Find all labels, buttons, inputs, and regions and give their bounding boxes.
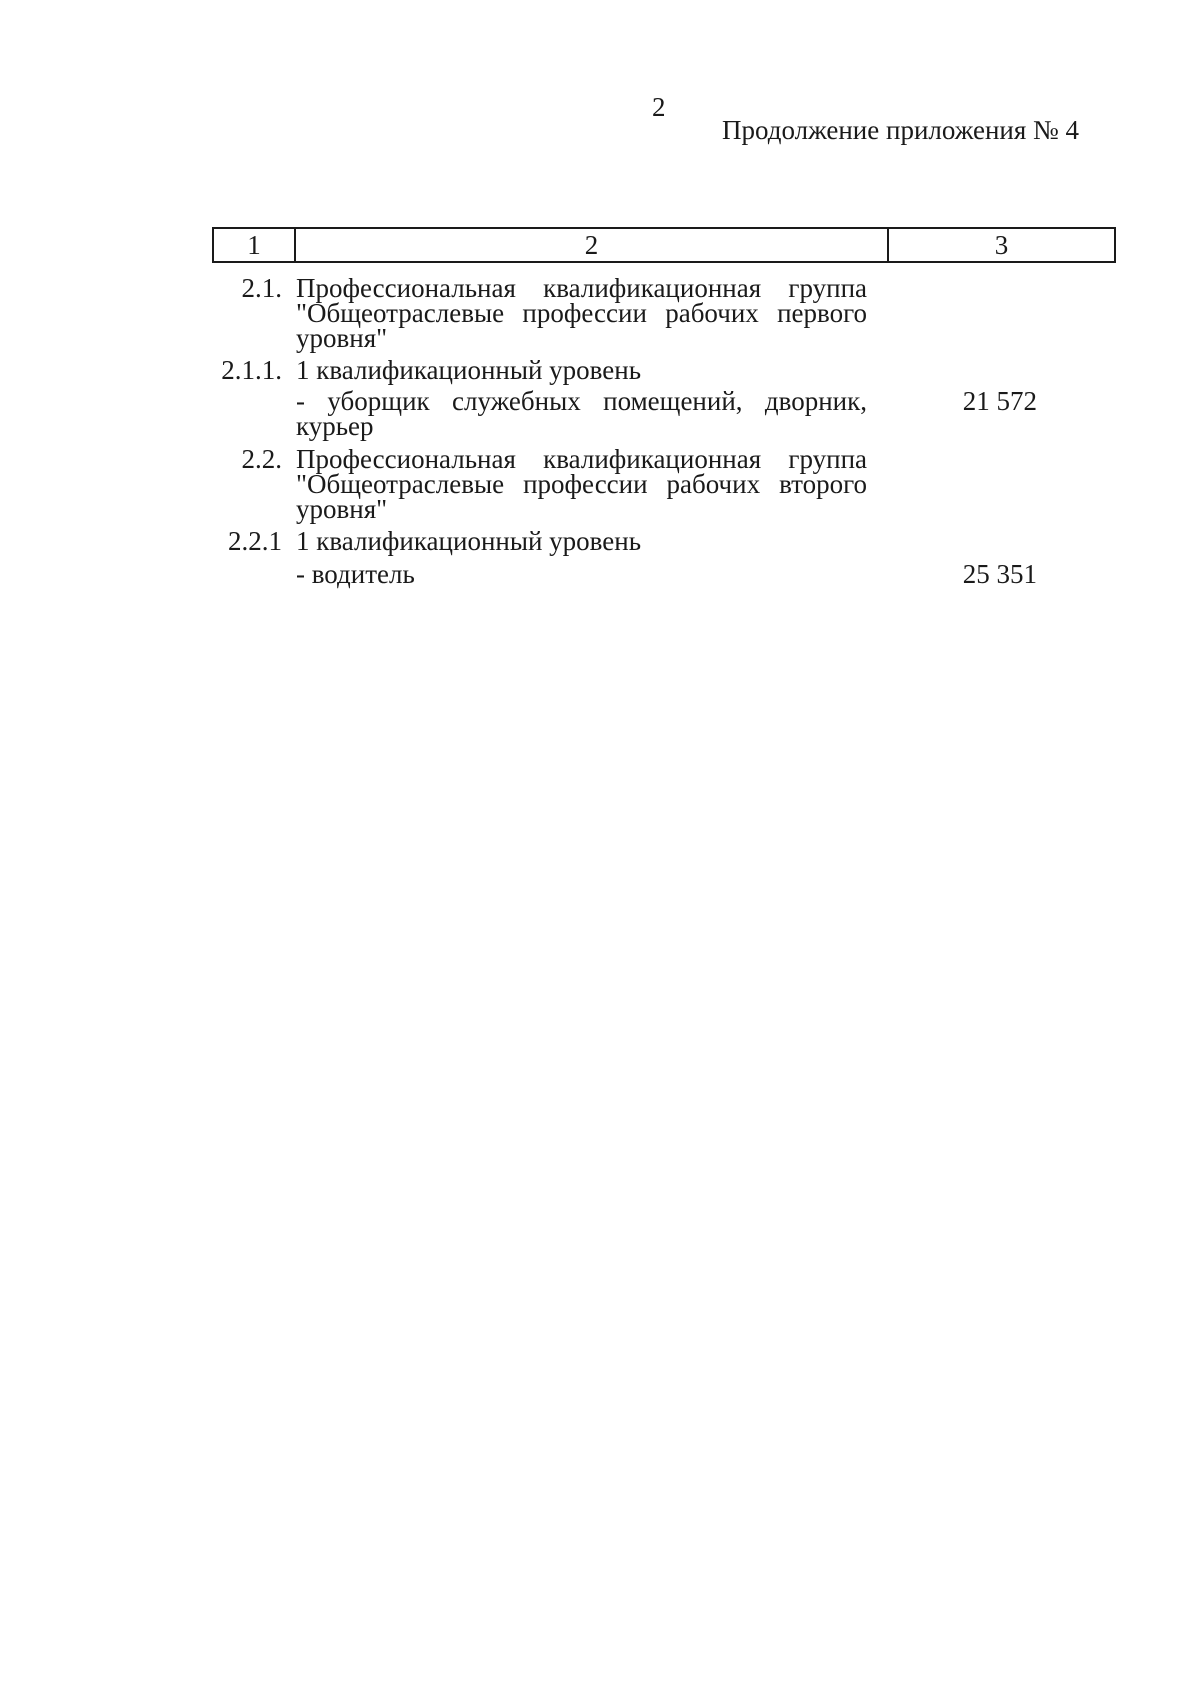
row-value: 25 351 — [962, 559, 1037, 589]
table-row — [212, 444, 1116, 524]
row-description: 1 квалификационный уровень — [296, 355, 642, 385]
row-description: - уборщик служебных помещений, дворник, курьер — [296, 386, 867, 441]
column-header-2: 2 — [296, 229, 889, 261]
row-description: - водитель — [296, 559, 415, 589]
table-row — [212, 355, 1116, 385]
row-description: Профессиональная квалификационная группа "Общеотраслевые профессии рабочих первого уровня" — [296, 273, 867, 353]
page-number: 2 — [652, 92, 666, 122]
table-header-row — [212, 227, 1116, 263]
column-header-3: 3 — [994, 229, 1009, 260]
table-body — [212, 273, 1116, 589]
table-row — [212, 273, 1116, 353]
table-row — [212, 526, 1116, 556]
row-description: Профессиональная квалификационная группа "Общеотраслевые профессии рабочих второго уровня" — [296, 444, 867, 524]
column-header-1: 1 — [214, 229, 296, 261]
table-row — [212, 559, 1116, 589]
appendix-title: Продолжение приложения № 4 — [722, 115, 1080, 145]
table-row — [212, 386, 1116, 441]
row-description: 1 квалификационный уровень — [296, 526, 642, 556]
row-number: 2.1. — [241, 273, 282, 303]
row-number: 2.2.1 — [228, 526, 282, 556]
row-value: 21 572 — [962, 386, 1037, 416]
row-number: 2.2. — [241, 444, 282, 474]
row-number: 2.1.1. — [221, 355, 282, 385]
